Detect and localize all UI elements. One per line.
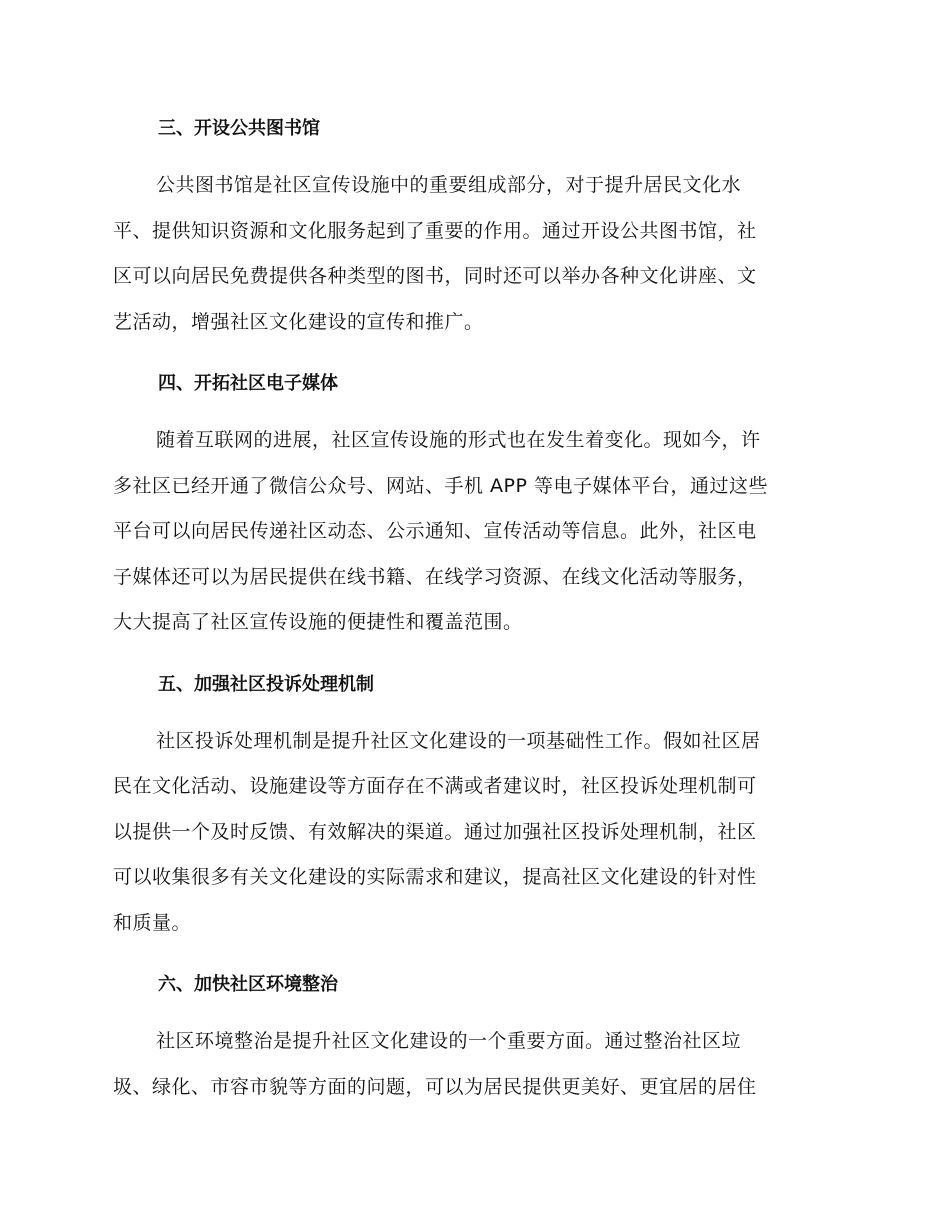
paragraph-line: 平、提供知识资源和文化服务起到了重要的作用。通过开设公共图书馆，社: [113, 219, 757, 242]
section-paragraph-6: [113, 1019, 838, 1110]
section-heading-5: 五、加强社区投诉处理机制: [158, 673, 374, 695]
paragraph-line: 大大提高了社区宣传设施的便捷性和覆盖范围。: [113, 611, 523, 633]
paragraph-line: 以提供一个及时反馈、有效解决的渠道。通过加强社区投诉处理机制，社区: [113, 820, 757, 843]
paragraph-line: 平台可以向居民传递社区动态、公示通知、宣传活动等信息。此外，社区电: [113, 520, 757, 542]
section-paragraph-5: [113, 719, 838, 947]
paragraph-line: 多社区已经开通了微信公众号、网站、手机 APP 等电子媒体平台，通过这些: [113, 474, 768, 497]
paragraph-line: 民在文化活动、设施建设等方面存在不满或者建议时，社区投诉处理机制可: [113, 775, 757, 797]
paragraph-line: 子媒体还可以为居民提供在线书籍、在线学习资源、在线文化活动等服务，: [113, 565, 757, 588]
paragraph-line: 圾、绿化、市容市貌等方面的问题，可以为居民提供更美好、更宜居的居住: [113, 1075, 757, 1098]
paragraph-line: 和质量。: [113, 911, 192, 934]
section-heading-3: 三、开设公共图书馆: [158, 118, 320, 139]
paragraph-line: 艺活动，增强社区文化建设的宣传和推广。: [113, 310, 484, 333]
paragraph-line: 区可以向居民免费提供各种类型的图书，同时还可以举办各种文化讲座、文: [113, 265, 757, 287]
section-paragraph-4: [113, 418, 838, 646]
section-heading-6: 六、加快社区环境整治: [158, 974, 338, 995]
document-body: [113, 112, 838, 1132]
paragraph-line: 社区环境整治是提升社区文化建设的一个重要方面。通过整治社区垃: [156, 1030, 742, 1052]
paragraph-line: 可以收集很多有关文化建设的实际需求和建议，提高社区文化建设的针对性: [113, 866, 757, 888]
paragraph-line: 随着互联网的进展，社区宣传设施的形式也在发生着变化。现如今，许: [156, 429, 761, 451]
section-paragraph-3: [113, 163, 838, 345]
section-heading-4: 四、开拓社区电子媒体: [158, 373, 338, 394]
paragraph-line: 社区投诉处理机制是提升社区文化建设的一项基础性工作。假如社区居: [156, 729, 761, 752]
paragraph-line: 公共图书馆是社区宣传设施中的重要组成部分，对于提升居民文化水: [156, 174, 742, 196]
